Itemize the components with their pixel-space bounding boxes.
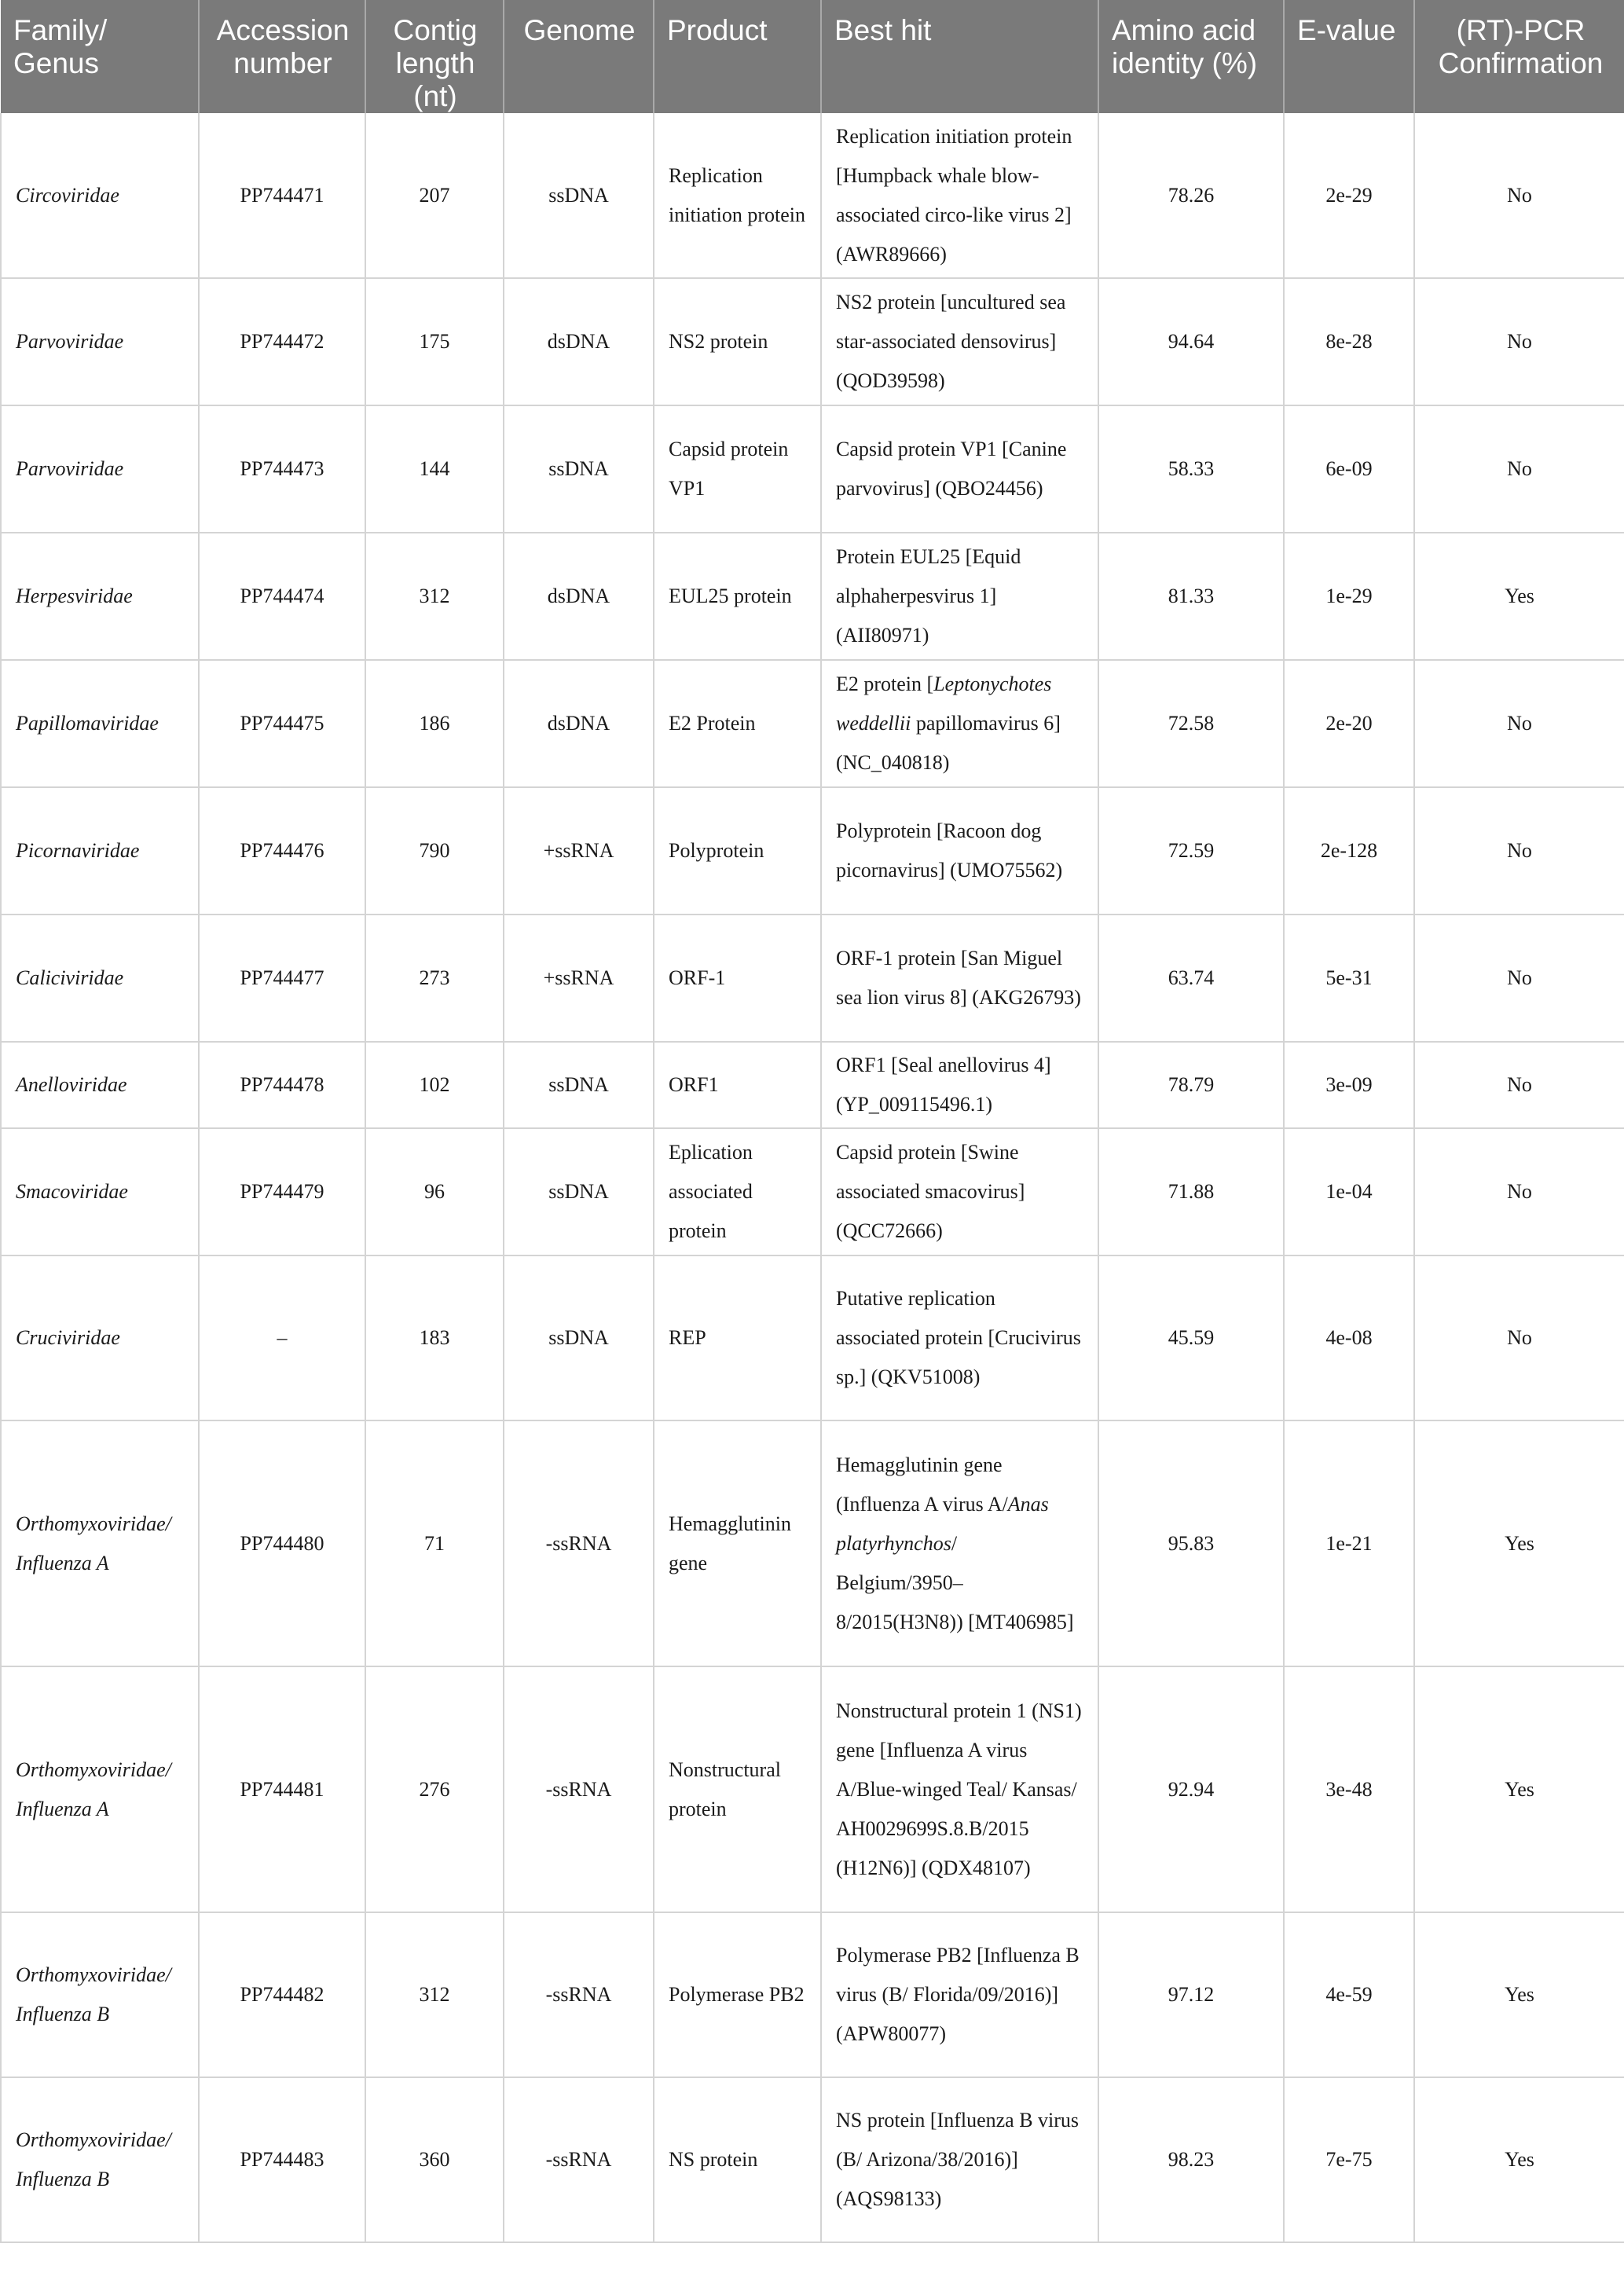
best-hit-cell: Polyprotein [Racoon dog picornavirus] (UMO75562) — [821, 787, 1098, 915]
col-accession-number: Accession number — [199, 0, 365, 113]
best-hit-text: E2 protein [ — [836, 673, 934, 695]
genome-cell: dsDNA — [504, 660, 654, 787]
pcr-cell: Yes — [1414, 1912, 1624, 2077]
identity-cell: 78.79 — [1098, 1042, 1284, 1128]
best-hit-cell: Capsid protein [Swine associated smacovirus] (QCC72666) — [821, 1128, 1098, 1255]
family-name: Orthomyxoviridae/ — [16, 1758, 171, 1781]
col-pcr-confirmation: (RT)-PCR Confirmation — [1414, 0, 1624, 113]
species-name: Anas platyrhynchos — [836, 1492, 1049, 1555]
pcr-cell: No — [1414, 113, 1624, 278]
evalue-cell: 1e-04 — [1284, 1128, 1414, 1255]
product-cell: EUL25 protein — [654, 533, 821, 660]
product-cell: ORF1 — [654, 1042, 821, 1128]
genome-cell: ssDNA — [504, 405, 654, 533]
pcr-cell: No — [1414, 1042, 1624, 1128]
family-cell: Parvoviridae — [1, 278, 199, 405]
evalue-cell: 2e-20 — [1284, 660, 1414, 787]
best-hit-cell: Polymerase PB2 [Influenza B virus (B/ Florida/09/2016)] (APW80077) — [821, 1912, 1098, 2077]
evalue-cell: 2e-128 — [1284, 787, 1414, 915]
identity-cell: 71.88 — [1098, 1128, 1284, 1255]
genus-name: Influenza B — [16, 2168, 110, 2190]
identity-cell: 81.33 — [1098, 533, 1284, 660]
pcr-cell: Yes — [1414, 1666, 1624, 1912]
best-hit-text: papillomavirus 6] (NC_040818) — [836, 712, 1061, 774]
pcr-cell: No — [1414, 1255, 1624, 1420]
length-cell: 96 — [365, 1128, 504, 1255]
accession-cell: PP744475 — [199, 660, 365, 787]
best-hit-text: / Belgium/3950–8/2015(H3N8)) [MT406985] — [836, 1531, 1074, 1633]
evalue-cell: 2e-29 — [1284, 113, 1414, 278]
accession-cell: PP744472 — [199, 278, 365, 405]
genome-cell: ssDNA — [504, 1042, 654, 1128]
evalue-cell: 7e-75 — [1284, 2077, 1414, 2242]
table-row — [1, 1042, 1624, 1128]
length-cell: 207 — [365, 113, 504, 278]
header-row — [1, 0, 1624, 113]
genome-cell: -ssRNA — [504, 1666, 654, 1912]
pcr-cell: Yes — [1414, 1420, 1624, 1666]
pcr-cell: No — [1414, 787, 1624, 915]
family-cell: Anelloviridae — [1, 1042, 199, 1128]
table-row — [1, 1255, 1624, 1420]
pcr-cell: Yes — [1414, 2077, 1624, 2242]
product-cell: Hemagglutinin gene — [654, 1420, 821, 1666]
pcr-cell: No — [1414, 1128, 1624, 1255]
best-hit-cell: NS2 protein [uncultured sea star-associated densovirus] (QOD39598) — [821, 278, 1098, 405]
identity-cell: 94.64 — [1098, 278, 1284, 405]
length-cell: 312 — [365, 1912, 504, 2077]
family-cell: Herpesviridae — [1, 533, 199, 660]
family-name: Orthomyxoviridae/ — [16, 2128, 171, 2151]
pcr-cell: No — [1414, 915, 1624, 1042]
length-cell: 183 — [365, 1255, 504, 1420]
length-cell: 71 — [365, 1420, 504, 1666]
family-cell: Parvoviridae — [1, 405, 199, 533]
identity-cell: 63.74 — [1098, 915, 1284, 1042]
best-hit-cell: Putative replication associated protein [Crucivirus sp.] (QKV51008) — [821, 1255, 1098, 1420]
product-cell: Replication initiation protein — [654, 113, 821, 278]
genus-name: Influenza B — [16, 2003, 110, 2025]
table-row — [1, 1128, 1624, 1255]
accession-cell: PP744478 — [199, 1042, 365, 1128]
evalue-cell: 1e-29 — [1284, 533, 1414, 660]
identity-cell: 72.58 — [1098, 660, 1284, 787]
genome-cell: ssDNA — [504, 1255, 654, 1420]
product-cell: NS2 protein — [654, 278, 821, 405]
evalue-cell: 6e-09 — [1284, 405, 1414, 533]
family-cell — [1, 2077, 199, 2242]
product-cell: Capsid protein VP1 — [654, 405, 821, 533]
accession-cell: PP744474 — [199, 533, 365, 660]
product-cell: Nonstructural protein — [654, 1666, 821, 1912]
table-row — [1, 1912, 1624, 2077]
table-row — [1, 2077, 1624, 2242]
length-cell: 186 — [365, 660, 504, 787]
evalue-cell: 4e-08 — [1284, 1255, 1414, 1420]
best-hit-cell: Protein EUL25 [Equid alphaherpesvirus 1] (AII80971) — [821, 533, 1098, 660]
best-hit-cell — [821, 660, 1098, 787]
length-cell: 102 — [365, 1042, 504, 1128]
table-row — [1, 660, 1624, 787]
best-hit-cell: ORF1 [Seal anellovirus 4] (YP_009115496.1) — [821, 1042, 1098, 1128]
genome-cell: ssDNA — [504, 1128, 654, 1255]
evalue-cell: 1e-21 — [1284, 1420, 1414, 1666]
family-cell — [1, 1912, 199, 2077]
table-row — [1, 405, 1624, 533]
genome-cell: -ssRNA — [504, 1912, 654, 2077]
pcr-cell: No — [1414, 405, 1624, 533]
table-row — [1, 915, 1624, 1042]
identity-cell: 45.59 — [1098, 1255, 1284, 1420]
genome-cell: +ssRNA — [504, 915, 654, 1042]
length-cell: 790 — [365, 787, 504, 915]
best-hit-cell: Nonstructural protein 1 (NS1) gene [Influenza A virus A/Blue-winged Teal/ Kansas/ AH0029699S.8.B/2015 (H12N6)] (QDX48107) — [821, 1666, 1098, 1912]
accession-cell: PP744476 — [199, 787, 365, 915]
family-cell: Cruciviridae — [1, 1255, 199, 1420]
table-row — [1, 113, 1624, 278]
length-cell: 144 — [365, 405, 504, 533]
accession-cell: PP744477 — [199, 915, 365, 1042]
evalue-cell: 5e-31 — [1284, 915, 1414, 1042]
identity-cell: 97.12 — [1098, 1912, 1284, 2077]
best-hit-cell: Capsid protein VP1 [Canine parvovirus] (QBO24456) — [821, 405, 1098, 533]
accession-cell: PP744473 — [199, 405, 365, 533]
best-hit-cell: NS protein [Influenza B virus (B/ Arizona/38/2016)] (AQS98133) — [821, 2077, 1098, 2242]
evalue-cell: 3e-09 — [1284, 1042, 1414, 1128]
accession-cell: PP744471 — [199, 113, 365, 278]
identity-cell: 92.94 — [1098, 1666, 1284, 1912]
genome-cell: -ssRNA — [504, 2077, 654, 2242]
best-hit-text: Hemagglutinin gene (Influenza A virus A/ — [836, 1453, 1008, 1516]
length-cell: 276 — [365, 1666, 504, 1912]
col-amino-acid-identity: Amino acid identity (%) — [1098, 0, 1284, 113]
product-cell: Polymerase PB2 — [654, 1912, 821, 2077]
table-row — [1, 787, 1624, 915]
col-family-genus: Family/ Genus — [1, 0, 199, 113]
identity-cell: 78.26 — [1098, 113, 1284, 278]
species-name: Leptonychotes weddellii — [836, 673, 1052, 735]
table-row — [1, 1420, 1624, 1666]
col-contig-length: Contig length (nt) — [365, 0, 504, 113]
table-row — [1, 278, 1624, 405]
family-cell: Caliciviridae — [1, 915, 199, 1042]
col-best-hit: Best hit — [821, 0, 1098, 113]
best-hit-cell — [821, 1420, 1098, 1666]
family-name: Orthomyxoviridae/ — [16, 1512, 171, 1535]
best-hit-cell: Replication initiation protein [Humpback whale blow-associated circo-like virus 2] (AWR89666) — [821, 113, 1098, 278]
accession-cell: – — [199, 1255, 365, 1420]
col-product: Product — [654, 0, 821, 113]
genus-name: Influenza A — [16, 1797, 109, 1820]
table-row — [1, 1666, 1624, 1912]
length-cell: 175 — [365, 278, 504, 405]
genome-cell: ssDNA — [504, 113, 654, 278]
family-cell: Papillomaviridae — [1, 660, 199, 787]
accession-cell: PP744479 — [199, 1128, 365, 1255]
accession-cell: PP744483 — [199, 2077, 365, 2242]
identity-cell: 72.59 — [1098, 787, 1284, 915]
pcr-cell: No — [1414, 278, 1624, 405]
family-cell — [1, 1666, 199, 1912]
identity-cell: 95.83 — [1098, 1420, 1284, 1666]
product-cell: E2 Protein — [654, 660, 821, 787]
genome-cell: +ssRNA — [504, 787, 654, 915]
length-cell: 273 — [365, 915, 504, 1042]
product-cell: Polyprotein — [654, 787, 821, 915]
family-cell: Picornaviridae — [1, 787, 199, 915]
col-genome: Genome — [504, 0, 654, 113]
table-row — [1, 533, 1624, 660]
accession-cell: PP744482 — [199, 1912, 365, 2077]
pcr-cell: No — [1414, 660, 1624, 787]
genome-cell: dsDNA — [504, 278, 654, 405]
evalue-cell: 3e-48 — [1284, 1666, 1414, 1912]
evalue-cell: 4e-59 — [1284, 1912, 1414, 2077]
genus-name: Influenza A — [16, 1551, 109, 1574]
product-cell: Eplication associated protein — [654, 1128, 821, 1255]
product-cell: ORF-1 — [654, 915, 821, 1042]
family-cell: Smacoviridae — [1, 1128, 199, 1255]
family-cell — [1, 1420, 199, 1666]
best-hit-cell: ORF-1 protein [San Miguel sea lion virus 8] (AKG26793) — [821, 915, 1098, 1042]
accession-cell: PP744481 — [199, 1666, 365, 1912]
product-cell: NS protein — [654, 2077, 821, 2242]
identity-cell: 98.23 — [1098, 2077, 1284, 2242]
accession-cell: PP744480 — [199, 1420, 365, 1666]
family-cell: Circoviridae — [1, 113, 199, 278]
identity-cell: 58.33 — [1098, 405, 1284, 533]
genome-cell: -ssRNA — [504, 1420, 654, 1666]
evalue-cell: 8e-28 — [1284, 278, 1414, 405]
pcr-cell: Yes — [1414, 533, 1624, 660]
family-name: Orthomyxoviridae/ — [16, 1963, 171, 1986]
product-cell: REP — [654, 1255, 821, 1420]
length-cell: 360 — [365, 2077, 504, 2242]
genome-cell: dsDNA — [504, 533, 654, 660]
col-e-value: E-value — [1284, 0, 1414, 113]
length-cell: 312 — [365, 533, 504, 660]
